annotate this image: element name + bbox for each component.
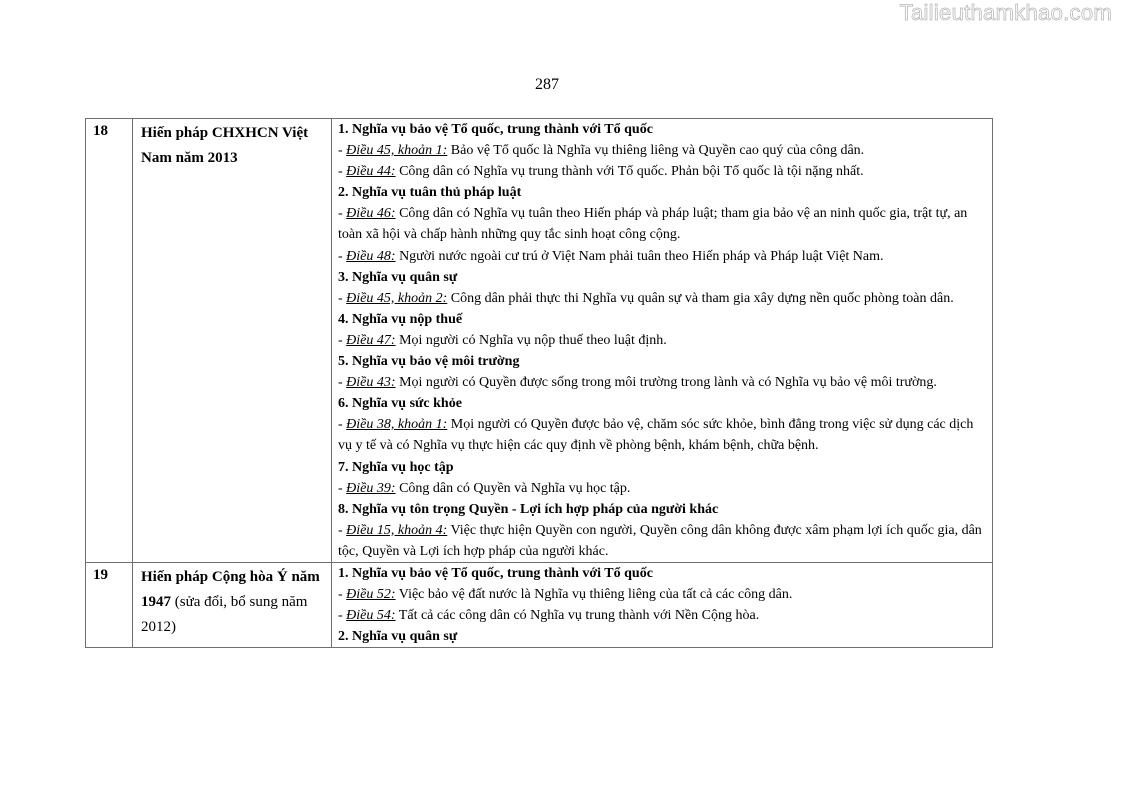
article-line <box>338 584 988 605</box>
obligation-heading: 5. Nghĩa vụ bảo vệ môi trường <box>338 354 520 370</box>
constitution-name <box>133 562 332 647</box>
bullet-dash: - <box>338 608 347 624</box>
article-text: Việc bảo vệ đất nước là Nghĩa vụ thiêng liêng của tất cả các công dân. <box>395 587 793 603</box>
bullet-dash: - <box>338 164 347 180</box>
constitution-name-bold: Hiến pháp Cộng hòa Ý năm 1947 <box>141 568 320 610</box>
article-reference: Điều 45, khoản 2: <box>346 290 448 306</box>
article-text: Việc thực hiện Quyền con người, Quyền công dân không được xâm phạm lợi ích quốc gia, dân tộc, Quyền và Lợi ích hợp pháp của người khác. <box>338 522 982 559</box>
article-line <box>338 605 988 626</box>
bullet-dash: - <box>338 332 347 348</box>
article-reference: Điều 47: <box>346 332 396 348</box>
obligation-heading: 6. Nghĩa vụ sức khỏe <box>338 396 462 412</box>
article-line <box>338 330 988 351</box>
article-text: Bảo vệ Tổ quốc là Nghĩa vụ thiêng liêng và Quyền cao quý của công dân. <box>447 143 865 159</box>
article-reference: Điều 38, khoản 1: <box>346 417 448 433</box>
article-text: Công dân có Quyền và Nghĩa vụ học tập. <box>395 480 631 496</box>
article-reference: Điều 44: <box>346 164 396 180</box>
constitution-name-note: (sửa đổi, bổ sung năm 2012) <box>141 593 308 635</box>
bullet-dash: - <box>338 143 347 159</box>
article-text: Công dân có Nghĩa vụ trung thành với Tổ quốc. Phản bội Tổ quốc là tội nặng nhất. <box>395 164 864 180</box>
bullet-dash: - <box>338 417 347 433</box>
article-line <box>338 414 988 456</box>
obligation-heading: 8. Nghĩa vụ tôn trọng Quyền - Lợi ích hợp pháp của người khác <box>338 501 719 517</box>
bullet-dash: - <box>338 480 347 496</box>
bullet-dash: - <box>338 290 347 306</box>
article-text: Công dân phải thực thi Nghĩa vụ quân sự và tham gia xây dựng nền quốc phòng toàn dân. <box>447 290 954 306</box>
article-line <box>338 478 988 499</box>
obligations-table <box>85 118 993 648</box>
obligation-heading: 1. Nghĩa vụ bảo vệ Tổ quốc, trung thành với Tổ quốc <box>338 122 653 137</box>
obligations-content <box>332 562 993 647</box>
article-line <box>338 246 988 267</box>
row-number: 18 <box>86 119 133 563</box>
obligation-heading: 2. Nghĩa vụ quân sự <box>338 629 458 645</box>
article-text: Mọi người có Quyền được bảo vệ, chăm sóc sức khỏe, bình đẳng trong việc sử dụng các dịch vụ y tế và có Nghĩa vụ thực hiện các quy định về phòng bệnh, khám bệnh, chữa bệnh. <box>338 417 974 454</box>
article-reference: Điều 15, khoản 4: <box>346 522 448 538</box>
table-row <box>86 562 993 647</box>
obligation-heading: 1. Nghĩa vụ bảo vệ Tổ quốc, trung thành với Tổ quốc <box>338 565 653 581</box>
obligation-heading: 4. Nghĩa vụ nộp thuế <box>338 311 463 327</box>
article-line <box>338 161 988 182</box>
row-number: 19 <box>86 562 133 647</box>
article-reference: Điều 48: <box>346 248 396 264</box>
obligation-heading: 7. Nghĩa vụ học tập <box>338 459 454 475</box>
article-reference: Điều 45, khoản 1: <box>346 143 448 159</box>
page-number: 287 <box>535 76 559 93</box>
bullet-dash: - <box>338 522 347 538</box>
article-line <box>338 520 988 562</box>
article-text: Mọi người có Quyền được sống trong môi trường trong lành và có Nghĩa vụ bảo vệ môi trường. <box>395 375 937 391</box>
bullet-dash: - <box>338 375 347 391</box>
article-line <box>338 140 988 161</box>
constitution-name <box>133 119 332 563</box>
constitution-name-bold: Hiến pháp CHXHCN Việt Nam năm 2013 <box>141 125 309 166</box>
table-row <box>86 119 993 563</box>
article-text: Công dân có Nghĩa vụ tuân theo Hiến pháp và pháp luật; tham gia bảo vệ an ninh quốc gia, trật tự, an toàn xã hội và chấp hành những quy tắc sinh hoạt công cộng. <box>338 206 968 243</box>
article-reference: Điều 43: <box>346 375 396 391</box>
watermark: Tailieuthamkhao.com <box>899 0 1112 25</box>
article-line <box>338 372 988 393</box>
article-reference: Điều 39: <box>346 480 396 496</box>
obligations-content <box>332 119 993 563</box>
article-reference: Điều 52: <box>346 587 396 603</box>
article-line <box>338 203 988 245</box>
obligation-heading: 3. Nghĩa vụ quân sự <box>338 269 458 285</box>
bullet-dash: - <box>338 587 347 603</box>
article-line <box>338 288 988 309</box>
bullet-dash: - <box>338 206 347 222</box>
article-text: Tất cả các công dân có Nghĩa vụ trung thành với Nền Cộng hòa. <box>395 608 760 624</box>
obligation-heading: 2. Nghĩa vụ tuân thủ pháp luật <box>338 185 522 201</box>
article-text: Người nước ngoài cư trú ở Việt Nam phải tuân theo Hiến pháp và Pháp luật Việt Nam. <box>395 248 884 264</box>
bullet-dash: - <box>338 248 347 264</box>
article-reference: Điều 46: <box>346 206 396 222</box>
article-text: Mọi người có Nghĩa vụ nộp thuế theo luật định. <box>395 332 667 348</box>
article-reference: Điều 54: <box>346 608 396 624</box>
